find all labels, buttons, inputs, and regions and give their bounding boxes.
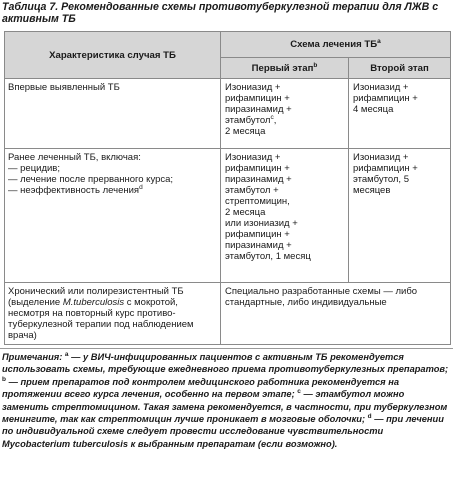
row2-phase2-text: Изониазид + рифампицин + этамбутол, 5 месяцев xyxy=(353,152,418,196)
header-scheme xyxy=(221,32,451,58)
note-b-mark: b xyxy=(2,375,6,383)
header-phase2-label: Второй этап xyxy=(370,62,429,74)
notes-divider xyxy=(0,348,453,349)
table-row xyxy=(5,283,451,345)
note-d-text: — при лечении по индивидуальной схеме следует провести исследование чувствительности Mycobacterium tuberculosis к выбранным препаратам (если возможно). xyxy=(2,414,444,449)
row2-phase1 xyxy=(221,149,349,283)
note-c-mark: c xyxy=(297,388,301,396)
row3-scheme xyxy=(221,283,451,345)
row1-phase1-sup: c xyxy=(270,113,274,121)
row1-phase2 xyxy=(349,79,451,149)
note-d-mark: d xyxy=(367,412,372,420)
row2-case xyxy=(5,149,221,283)
note-a-text: — у ВИЧ-инфицированных пациентов с активным ТБ рекомендуется использовать схемы, требующие ежедневного приема противотуберкулезных препаратов; xyxy=(2,352,449,375)
row2-phase1-text: Изониазид + рифампицин + пиразинамид + этамбутол + стрептомицин, 2 месяца или изониазид + рифампицин + пиразинамид + этамбутол, 1 месяц xyxy=(225,152,311,262)
row1-phase2-text: Изониазид + рифампицин + 4 месяца xyxy=(353,82,418,115)
header-case-label: Характеристика случая ТБ xyxy=(49,49,176,61)
header-phase1-sup: b xyxy=(313,61,318,69)
table-row xyxy=(5,79,451,149)
footnotes xyxy=(2,351,451,450)
row3-scheme-text: Специально разработанные схемы — либо стандартные, либо индивидуальные xyxy=(225,286,418,308)
row3-case-italic: M.tuberculosis xyxy=(62,297,125,308)
treatment-table xyxy=(4,31,451,345)
row3-case-tail: с мокротой, несмотря на повторный курс противо- туберкулезной терапии под наблюдением врача) xyxy=(8,297,194,341)
note-b-text: — прием препаратов под контролем медицинского работника рекомендуется на протяжении всего курса лечения, особенно на первом этапе; xyxy=(2,376,399,400)
header-case xyxy=(5,32,221,79)
row2-case-sup: d xyxy=(139,183,143,191)
note-a-mark: a xyxy=(64,350,69,358)
row3-case-text: Хронический или полирезистентный ТБ (выделение xyxy=(8,286,184,308)
row1-phase1-text: Изониазид + рифампицин + пиразинамид + этамбутол xyxy=(225,82,292,126)
row1-phase1-tail: , 2 месяца xyxy=(225,115,277,137)
note-c-text: — этамбутол можно заменить стрептомицином. Такая замена рекомендуется, в частности, при туберкулезном менингите, так как стрептомицин лучше проникает в мозговые оболочки; xyxy=(2,389,448,425)
row2-phase2 xyxy=(349,149,451,283)
table-title: Таблица 7. Рекомендованные схемы противотуберкулезной терапии для ЛЖВ с активным ТБ xyxy=(2,1,439,25)
notes-label: Примечания: xyxy=(2,352,63,362)
header-phase2 xyxy=(349,58,451,79)
header-phase1 xyxy=(221,58,349,79)
row1-phase1 xyxy=(221,79,349,149)
row3-case xyxy=(5,283,221,345)
row1-case-text: Впервые выявленный ТБ xyxy=(8,82,120,93)
row2-case-text: Ранее леченный ТБ, включая: — рецидив; — лечение после прерванного курса; — неэффективность лечения xyxy=(8,152,174,196)
header-phase1-label: Первый этап xyxy=(251,62,314,74)
header-scheme-label: Схема лечения ТБ xyxy=(290,39,378,50)
header-scheme-sup: a xyxy=(377,37,381,45)
table-row xyxy=(5,149,451,283)
row1-case xyxy=(5,79,221,149)
